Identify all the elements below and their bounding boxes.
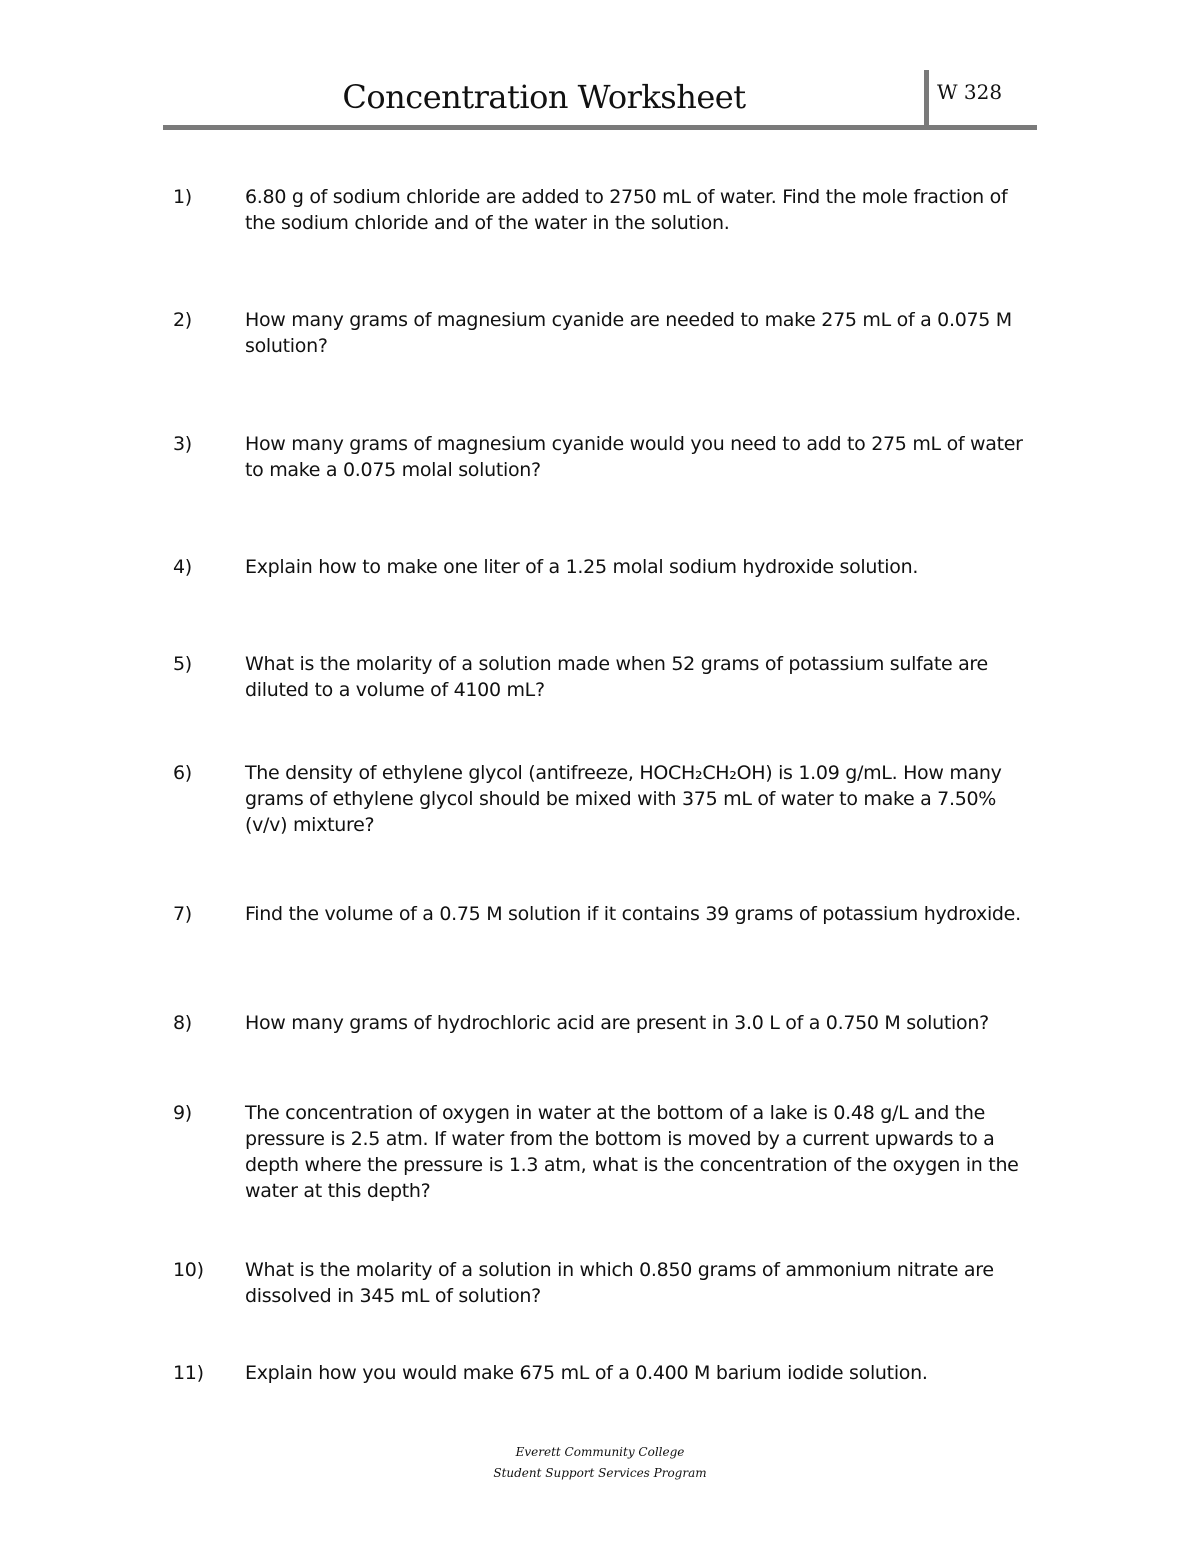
question-text: 6.80 g of sodium chloride are added to 2750 mL of water. Find the mole fraction of the sodium chloride and of the water in the solution. [245,186,1008,234]
question-text: How many grams of magnesium cyanide would you need to add to 275 mL of water to make a 0.075 molal solution? [245,433,1023,481]
question-number: 7) [173,903,192,925]
question-number: 11) [173,1362,204,1384]
footer-institution: Everett Community College [515,1445,685,1459]
question-number: 4) [173,556,192,578]
question-text: Explain how to make one liter of a 1.25 molal sodium hydroxide solution. [245,556,919,578]
question-text: How many grams of magnesium cyanide are needed to make 275 mL of a 0.075 M solution? [245,309,1012,357]
question-text: Explain how you would make 675 mL of a 0.400 M barium iodide solution. [245,1362,928,1384]
question-number: 3) [173,433,192,455]
question-number: 8) [173,1012,192,1034]
page-footer [0,1442,1200,1484]
question-number: 6) [173,762,192,784]
question-text: What is the molarity of a solution in which 0.850 grams of ammonium nitrate are dissolved in 345 mL of solution? [245,1259,994,1307]
question-number: 9) [173,1102,192,1124]
page-title: Concentration Worksheet [342,78,746,116]
question-text: The density of ethylene glycol (antifreeze, HOCH₂CH₂OH) is 1.09 g/mL. How many grams of ethylene glycol should be mixed with 375 mL of water to make a 7.50% (v/v) mixture? [245,762,1002,836]
question-number: 10) [173,1259,204,1281]
question-text: The concentration of oxygen in water at the bottom of a lake is 0.48 g/L and the pressure is 2.5 atm. If water from the bottom is moved by a current upwards to a depth where the pressure is 1.3 atm, what is the concentration of the oxygen in the water at this depth? [245,1102,1019,1202]
footer-program: Student Support Services Program [493,1466,707,1480]
worksheet-code: W 328 [937,80,1003,104]
question-text: Find the volume of a 0.75 M solution if it contains 39 grams of potassium hydroxide. [245,903,1021,925]
question-number: 2) [173,309,192,331]
question-number: 1) [173,186,192,208]
question-number: 5) [173,653,192,675]
question-text: How many grams of hydrochloric acid are present in 3.0 L of a 0.750 M solution? [245,1012,989,1034]
question-text: What is the molarity of a solution made when 52 grams of potassium sulfate are diluted to a volume of 4100 mL? [245,653,988,701]
